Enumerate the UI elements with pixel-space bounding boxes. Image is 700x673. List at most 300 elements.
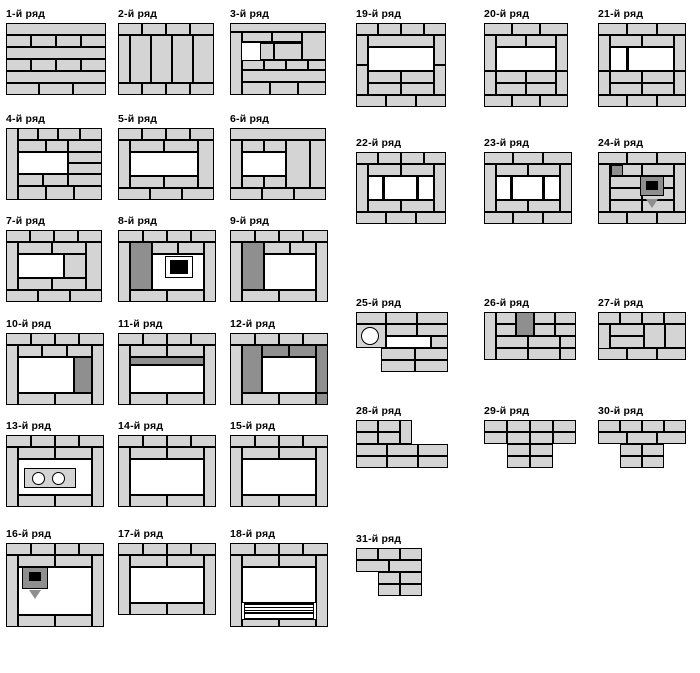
grate-hatch (244, 603, 314, 613)
brick (6, 35, 31, 47)
brick (6, 23, 106, 35)
brick (368, 200, 401, 212)
brick (182, 188, 214, 200)
brick (118, 128, 142, 140)
brick (627, 348, 657, 360)
brick (415, 348, 448, 360)
special-brick (242, 242, 264, 290)
brick (279, 435, 303, 447)
flow-arrow-icon (29, 590, 41, 599)
brick (528, 200, 560, 212)
brick (6, 71, 106, 83)
opening (264, 254, 316, 290)
brick (204, 447, 216, 507)
brick (118, 188, 150, 200)
course-cell-3 (230, 8, 326, 95)
course-plan-11 (118, 333, 216, 405)
brick (424, 23, 446, 35)
course-cell-25 (356, 297, 448, 372)
course-plan-18 (230, 543, 328, 627)
course-cell-7 (6, 215, 102, 302)
brick (255, 333, 279, 345)
brick (6, 435, 31, 447)
brick (55, 447, 92, 459)
brick (496, 164, 528, 176)
brick (38, 290, 70, 302)
course-label-4: 4-й ряд (6, 113, 46, 125)
brick (31, 543, 55, 555)
brick (6, 447, 18, 507)
brick (642, 456, 664, 468)
brick (130, 290, 167, 302)
course-label-26: 26-й ряд (484, 297, 530, 309)
brick (294, 188, 326, 200)
brick (434, 65, 446, 95)
brick (167, 435, 191, 447)
brick (279, 495, 316, 507)
brick (512, 23, 540, 35)
brick (92, 345, 104, 405)
brick (43, 174, 68, 186)
brick (401, 71, 434, 83)
brick (142, 128, 166, 140)
brick (507, 420, 530, 432)
brick (118, 242, 130, 302)
brick (303, 543, 328, 555)
brick (513, 152, 543, 164)
course-label-25: 25-й ряд (356, 297, 402, 309)
course-cell-28 (356, 405, 448, 468)
brick (18, 555, 55, 567)
brick (378, 584, 400, 596)
brick (167, 555, 204, 567)
course-plan-17 (118, 543, 216, 615)
course-label-28: 28-й ряд (356, 405, 402, 417)
brick (190, 128, 214, 140)
brick (598, 95, 627, 107)
brick (191, 435, 216, 447)
brick (528, 336, 560, 348)
brick (303, 230, 328, 242)
brick (553, 420, 576, 432)
course-cell-6 (230, 113, 326, 200)
brick (356, 23, 378, 35)
brick (18, 615, 55, 627)
brick (543, 152, 572, 164)
brick (55, 495, 92, 507)
brick (167, 230, 191, 242)
brick (56, 35, 81, 47)
brick (198, 140, 214, 188)
special-brick (262, 345, 289, 357)
brick (242, 32, 272, 42)
brick (620, 312, 642, 324)
brick (230, 188, 262, 200)
course-plan-25 (356, 312, 448, 372)
brick (484, 432, 507, 444)
brick (657, 212, 686, 224)
brick (484, 312, 496, 360)
brick (242, 140, 264, 152)
brick (81, 35, 106, 47)
flue-marker (611, 165, 623, 176)
brick (368, 164, 401, 176)
brick (642, 444, 664, 456)
brick (665, 324, 686, 348)
brick (378, 152, 401, 164)
brick (130, 176, 164, 188)
brick (290, 242, 316, 254)
brick (167, 543, 191, 555)
brick (356, 35, 368, 65)
brick (230, 23, 326, 32)
course-cell-15 (230, 420, 328, 507)
brick (118, 35, 130, 83)
brick (496, 83, 526, 95)
brick (118, 23, 142, 35)
brick (528, 164, 560, 176)
brick (230, 345, 242, 405)
brick (664, 420, 686, 432)
special-brick (289, 345, 316, 357)
brick (18, 393, 55, 405)
brick (92, 447, 104, 507)
brick (18, 242, 52, 254)
brick (190, 83, 214, 95)
course-label-14: 14-й ряд (118, 420, 164, 432)
brick (151, 35, 172, 83)
brick (674, 164, 686, 212)
brick (6, 59, 31, 71)
course-plan-21 (598, 23, 686, 107)
brick (674, 71, 686, 95)
brick (386, 212, 416, 224)
brick (118, 543, 143, 555)
course-cell-8 (118, 215, 216, 302)
brick (598, 35, 610, 71)
brick (418, 444, 448, 456)
opening (496, 47, 556, 71)
brick (513, 212, 543, 224)
brick (356, 548, 378, 560)
brick (264, 242, 290, 254)
brick (356, 444, 387, 456)
brick (598, 432, 627, 444)
brick (378, 23, 401, 35)
course-label-7: 7-й ряд (6, 215, 46, 227)
brick (68, 174, 102, 186)
brick (230, 435, 255, 447)
course-label-20: 20-й ряд (484, 8, 530, 20)
course-plan-5 (118, 128, 214, 200)
course-plan-4 (6, 128, 102, 200)
brick (86, 242, 102, 290)
brick (68, 163, 102, 174)
special-brick (316, 345, 328, 393)
brick (55, 555, 92, 567)
brick (286, 60, 308, 70)
brick (166, 23, 190, 35)
brick (610, 35, 642, 47)
brick (130, 555, 167, 567)
brick (674, 35, 686, 71)
brick (52, 278, 86, 290)
brick (642, 420, 664, 432)
course-plan-16 (6, 543, 104, 627)
brick (657, 23, 686, 35)
brick (610, 188, 642, 200)
course-cell-9 (230, 215, 328, 302)
brick (381, 348, 415, 360)
opening (18, 152, 68, 174)
brick (242, 495, 279, 507)
opening (130, 365, 204, 393)
course-label-6: 6-й ряд (230, 113, 270, 125)
brick (81, 59, 106, 71)
brick (167, 447, 204, 459)
course-cell-31 (356, 533, 448, 608)
brick (303, 435, 328, 447)
course-plan-23 (484, 152, 572, 224)
brick (627, 432, 657, 444)
brick (400, 420, 412, 444)
brick (610, 71, 642, 83)
course-cell-27 (598, 297, 686, 360)
brick (279, 393, 316, 405)
brick (143, 230, 167, 242)
course-plan-24 (598, 152, 686, 224)
brick (560, 336, 576, 348)
brick (18, 128, 38, 140)
brick (526, 83, 556, 95)
brick (18, 278, 52, 290)
brick (286, 140, 310, 188)
course-label-22: 22-й ряд (356, 137, 402, 149)
brick (55, 615, 92, 627)
brick (178, 242, 204, 254)
burner-circle-icon (52, 472, 65, 485)
special-brick (316, 393, 328, 405)
brick (620, 444, 642, 456)
course-cell-30 (598, 405, 686, 468)
course-plan-13 (6, 435, 104, 507)
brick (118, 345, 130, 405)
brick (68, 140, 102, 152)
brick (598, 71, 610, 95)
brick (657, 432, 686, 444)
course-label-19: 19-й ряд (356, 8, 402, 20)
course-cell-14 (118, 420, 216, 507)
course-label-29: 29-й ряд (484, 405, 530, 417)
course-cell-22 (356, 137, 446, 224)
brick (401, 164, 434, 176)
brick (302, 32, 326, 60)
brick (204, 555, 216, 615)
opening (18, 254, 64, 278)
brick (310, 140, 326, 188)
brick (598, 23, 627, 35)
brick (242, 70, 326, 82)
brick (484, 95, 512, 107)
course-plan-6 (230, 128, 326, 200)
brick (356, 164, 368, 212)
brick (356, 152, 378, 164)
brick (55, 333, 79, 345)
brick (242, 290, 279, 302)
brick (79, 435, 104, 447)
course-plan-1 (6, 23, 106, 95)
brick (18, 495, 55, 507)
brick (356, 212, 386, 224)
course-label-24: 24-й ряд (598, 137, 644, 149)
brick (142, 23, 166, 35)
brick (242, 393, 279, 405)
brick (74, 186, 102, 200)
brick (415, 360, 448, 372)
brick (316, 555, 328, 627)
brick (143, 333, 167, 345)
course-plan-15 (230, 435, 328, 507)
opening (18, 357, 74, 393)
brick (264, 140, 286, 152)
brick (543, 212, 572, 224)
brick (143, 435, 167, 447)
special-brick (130, 357, 204, 365)
brick (484, 212, 513, 224)
brick (166, 128, 190, 140)
brick (512, 95, 540, 107)
course-plan-29 (484, 420, 576, 468)
brick (657, 348, 686, 360)
brick (242, 447, 279, 459)
brick (642, 35, 674, 47)
course-label-27: 27-й ряд (598, 297, 644, 309)
brick (386, 324, 417, 336)
brick (387, 444, 418, 456)
brick (204, 242, 216, 302)
brick (242, 619, 279, 627)
brick (272, 32, 302, 42)
brick (416, 212, 446, 224)
brick (167, 345, 204, 357)
opening (130, 459, 204, 495)
brick (401, 152, 424, 164)
brick (401, 23, 424, 35)
brick (400, 572, 422, 584)
brick (642, 164, 674, 176)
brick (496, 324, 516, 336)
brick (555, 312, 576, 324)
course-label-9: 9-й ряд (230, 215, 270, 227)
brick (191, 333, 216, 345)
brick (356, 420, 378, 432)
brick (118, 435, 143, 447)
brick (431, 336, 448, 348)
brick (507, 444, 530, 456)
brick (164, 140, 198, 152)
brick (424, 152, 446, 164)
brick (496, 35, 526, 47)
brick (316, 447, 328, 507)
brick (230, 447, 242, 507)
course-label-3: 3-й ряд (230, 8, 270, 20)
opening (496, 176, 560, 200)
brick (6, 555, 18, 627)
course-cell-23 (484, 137, 572, 224)
brick (386, 312, 417, 324)
course-plan-19 (356, 23, 446, 107)
course-cell-19 (356, 8, 446, 107)
brick (598, 348, 627, 360)
brick (191, 543, 216, 555)
brick (356, 95, 386, 107)
brick (555, 324, 576, 336)
brick (242, 60, 264, 70)
brick (610, 324, 644, 336)
course-label-8: 8-й ряд (118, 215, 158, 227)
course-plan-10 (6, 333, 104, 405)
brick (67, 345, 92, 357)
brick (496, 200, 528, 212)
brick (540, 95, 568, 107)
brick (496, 336, 528, 348)
brick (496, 71, 526, 83)
brick (242, 82, 270, 95)
brick (387, 456, 418, 468)
course-plan-31 (356, 548, 448, 608)
brick (6, 290, 38, 302)
brick (386, 95, 416, 107)
brick (627, 152, 657, 164)
brick (204, 345, 216, 405)
brick (242, 555, 279, 567)
brick (152, 242, 178, 254)
brick (255, 435, 279, 447)
special-brick (130, 242, 152, 290)
gap-marker (416, 176, 419, 200)
brick (279, 555, 316, 567)
course-label-13: 13-й ряд (6, 420, 52, 432)
brick (279, 619, 316, 627)
brick (526, 71, 556, 83)
brick (6, 543, 31, 555)
brick (230, 32, 242, 95)
brick (30, 230, 54, 242)
course-plan-2 (118, 23, 214, 95)
course-label-2: 2-й ряд (118, 8, 158, 20)
course-plan-14 (118, 435, 216, 507)
course-label-15: 15-й ряд (230, 420, 276, 432)
brick (401, 83, 434, 95)
brick (167, 495, 204, 507)
brick (356, 312, 386, 324)
brick (39, 83, 73, 95)
special-brick (242, 345, 262, 393)
special-brick (74, 357, 92, 393)
course-cell-11 (118, 318, 216, 405)
course-plan-7 (6, 230, 102, 302)
opening (368, 47, 434, 71)
brick (78, 230, 102, 242)
brick (401, 200, 434, 212)
course-label-12: 12-й ряд (230, 318, 276, 330)
brick (264, 176, 286, 188)
door-handle (29, 572, 41, 581)
brick (31, 435, 55, 447)
brick (417, 312, 448, 324)
brick (6, 83, 39, 95)
course-cell-5 (118, 113, 214, 200)
